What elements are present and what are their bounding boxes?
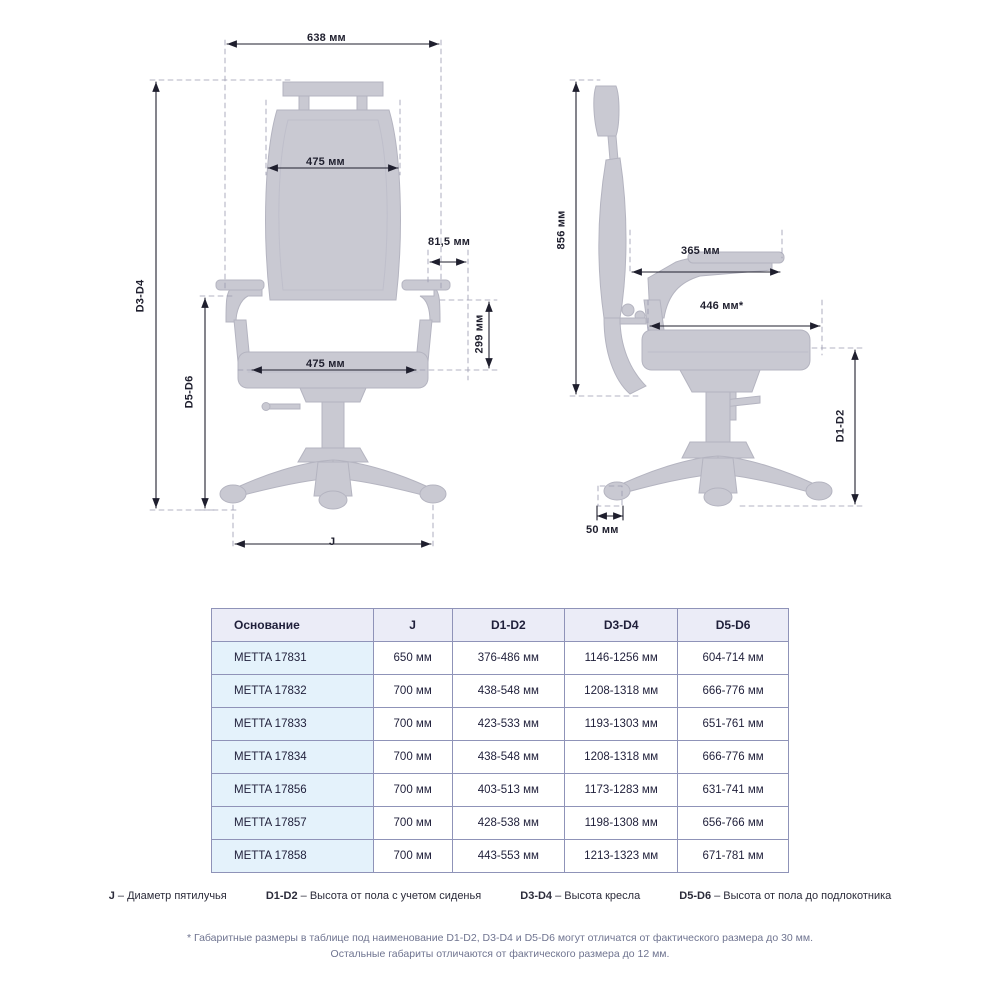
specs-table-wrap	[211, 608, 789, 873]
cell-base: METTA 17831	[212, 642, 374, 675]
front-view-chair	[216, 82, 450, 509]
legend-code-d5-d6: D5-D6	[679, 890, 712, 902]
dim-armrest-height: 299 мм	[473, 314, 486, 354]
cell-j: 700 мм	[373, 774, 452, 807]
cell-d3-d4: 1208-1318 мм	[565, 675, 678, 708]
footnote-line-1: * Габаритные размеры в таблице под наименование D1-D2, D3-D4 и D5-D6 могут отличатся от фактического размера до 30 мм.	[186, 932, 814, 944]
legend-code-d3-d4: D3-D4	[520, 890, 553, 902]
cell-d5-d6: 666-776 мм	[678, 675, 789, 708]
cell-base: METTA 17833	[212, 708, 374, 741]
cell-j: 700 мм	[373, 708, 452, 741]
table-header-row	[212, 609, 789, 642]
legend-item-d1-d2	[266, 890, 481, 902]
col-header-d5-d6: D5-D6	[678, 609, 789, 642]
cell-d3-d4: 1173-1283 мм	[565, 774, 678, 807]
cell-j: 650 мм	[373, 642, 452, 675]
legend-code-j: J	[108, 890, 115, 902]
table-row	[212, 741, 789, 774]
cell-j: 700 мм	[373, 675, 452, 708]
cell-base: METTA 17856	[212, 774, 374, 807]
dim-base-diameter: J	[329, 536, 336, 548]
table-row	[212, 708, 789, 741]
table-row	[212, 807, 789, 840]
legend-item-j	[109, 890, 227, 902]
legend-text-d5-d6: – Высота от пола до подлокотника	[711, 890, 892, 902]
cell-d1-d2: 443-553 мм	[452, 840, 565, 873]
dim-back-depth: 365 мм	[681, 245, 720, 257]
cell-d1-d2: 376-486 мм	[452, 642, 565, 675]
cell-d1-d2: 423-533 мм	[452, 708, 565, 741]
cell-d5-d6: 666-776 мм	[678, 741, 789, 774]
cell-d1-d2: 403-513 мм	[452, 774, 565, 807]
legend-item-d5-d6	[679, 890, 891, 902]
dim-seat-depth: 446 мм*	[700, 300, 744, 312]
table-row	[212, 774, 789, 807]
legend-text-d1-d2: – Высота от пола с учетом сиденья	[297, 890, 482, 902]
cell-j: 700 мм	[373, 741, 452, 774]
dim-back-height: 856 мм	[555, 210, 568, 250]
legend-code-d1-d2: D1-D2	[265, 890, 298, 902]
cell-d1-d2: 428-538 мм	[452, 807, 565, 840]
dim-height-d1-d2: D1-D2	[834, 409, 847, 443]
cell-base: METTA 17834	[212, 741, 374, 774]
cell-d3-d4: 1146-1256 мм	[565, 642, 678, 675]
cell-d5-d6: 656-766 мм	[678, 807, 789, 840]
cell-d3-d4: 1208-1318 мм	[565, 741, 678, 774]
legend-text-d3-d4: – Высота кресла	[552, 890, 641, 902]
col-header-d3-d4: D3-D4	[565, 609, 678, 642]
cell-d5-d6: 631-741 мм	[678, 774, 789, 807]
cell-d5-d6: 671-781 мм	[678, 840, 789, 873]
legend-item-d3-d4	[520, 890, 640, 902]
dim-height-d3-d4: D3-D4	[134, 279, 147, 313]
cell-d3-d4: 1193-1303 мм	[565, 708, 678, 741]
col-header-j: J	[373, 609, 452, 642]
cell-j: 700 мм	[373, 840, 452, 873]
legend-text-j: – Диаметр пятилучья	[114, 890, 227, 902]
cell-d3-d4: 1198-1308 мм	[565, 807, 678, 840]
dim-armrest-offset: 81,5 мм	[428, 236, 471, 248]
cell-d1-d2: 438-548 мм	[452, 741, 565, 774]
dim-seat-width: 475 мм	[306, 358, 345, 370]
dim-back-width: 475 мм	[306, 156, 345, 168]
footnote-line-2: Остальные габариты отличаются от фактического размера до 12 мм.	[330, 948, 670, 961]
dim-caster-size: 50 мм	[586, 524, 619, 536]
table-row	[212, 840, 789, 873]
footnote	[0, 930, 1000, 963]
dim-overall-width: 638 мм	[307, 32, 346, 44]
specs-table-body	[212, 642, 789, 873]
specs-table	[211, 608, 789, 873]
cell-j: 700 мм	[373, 807, 452, 840]
table-row	[212, 675, 789, 708]
cell-d3-d4: 1213-1323 мм	[565, 840, 678, 873]
cell-d5-d6: 604-714 мм	[678, 642, 789, 675]
side-view-chair	[594, 86, 832, 506]
cell-base: METTA 17832	[212, 675, 374, 708]
col-header-base: Основание	[212, 609, 374, 642]
specs-table-head	[212, 609, 789, 642]
dim-height-d5-d6: D5-D6	[183, 375, 196, 409]
legend	[0, 890, 1000, 902]
cell-d5-d6: 651-761 мм	[678, 708, 789, 741]
cell-base: METTA 17858	[212, 840, 374, 873]
cell-base: METTA 17857	[212, 807, 374, 840]
col-header-d1-d2: D1-D2	[452, 609, 565, 642]
cell-d1-d2: 438-548 мм	[452, 675, 565, 708]
table-row	[212, 642, 789, 675]
